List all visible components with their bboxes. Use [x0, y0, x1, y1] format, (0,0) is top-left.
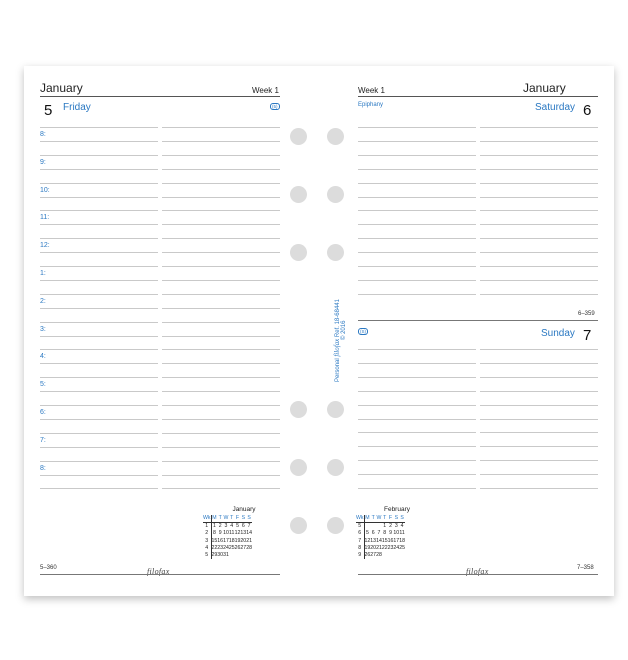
- calendar-day: 20: [370, 544, 377, 551]
- ruled-line: [40, 252, 158, 253]
- hour-label: 10:: [40, 186, 50, 194]
- calendar-header-cell: F: [388, 515, 393, 522]
- ruled-line: [40, 197, 158, 198]
- calendar-header-cell: T: [218, 515, 222, 522]
- ruled-line: [480, 432, 598, 433]
- calendar-day: 14: [376, 537, 382, 544]
- punch-hole: [290, 128, 307, 145]
- ruled-line: [480, 141, 598, 142]
- ruled-line: [480, 266, 598, 267]
- ruled-line: [162, 294, 280, 295]
- calendar-day: 7: [247, 523, 251, 530]
- calendar-week-row: [203, 552, 252, 559]
- ruled-line: [162, 183, 280, 184]
- ruled-line: [480, 197, 598, 198]
- ruled-line: [358, 405, 476, 406]
- ruled-line: [40, 363, 158, 364]
- ruled-line: [480, 224, 598, 225]
- ruled-line: [162, 433, 280, 434]
- calendar-week-number: 5: [356, 523, 364, 531]
- left-day-name: Friday: [63, 102, 91, 113]
- spine-copyright: © 2016: [341, 320, 347, 340]
- calendar-day: 4: [400, 523, 404, 530]
- calendar-day: 12: [364, 537, 371, 544]
- hour-label: 12:: [40, 242, 50, 250]
- calendar-title: January: [232, 506, 256, 513]
- sunday-name: Sunday: [541, 328, 575, 339]
- ruled-line: [162, 488, 280, 489]
- ruled-line: [162, 280, 280, 281]
- calendar-day: 19: [234, 537, 241, 544]
- calendar-header-cell: W: [223, 515, 229, 522]
- calendar-week-number: 6: [356, 530, 364, 537]
- calendar-header-cell: S: [247, 515, 251, 522]
- ruled-line: [480, 294, 598, 295]
- ruled-line: [480, 210, 598, 211]
- ruled-line: [358, 266, 476, 267]
- ruled-line: [162, 336, 280, 337]
- calendar-header-cell: Wk: [356, 515, 364, 522]
- calendar-header-cell: W: [376, 515, 382, 522]
- calendar-day: 23: [217, 544, 224, 551]
- calendar-week-number: 9: [356, 552, 364, 559]
- calendar-day: 18: [399, 537, 405, 544]
- punch-hole: [327, 244, 344, 261]
- ruled-line: [358, 377, 476, 378]
- saturday-footer-number: 6–359: [578, 311, 595, 317]
- calendar-week-row: [203, 530, 252, 537]
- ruled-line: [358, 155, 476, 156]
- calendar-week-number: 2: [203, 530, 211, 537]
- calendar-day: 28: [376, 552, 382, 559]
- ruled-line: [358, 141, 476, 142]
- ruled-line: [162, 210, 280, 211]
- calendar-day: 9: [218, 530, 222, 537]
- calendar-day: 3: [394, 523, 398, 530]
- calendar-header-cell: T: [230, 515, 234, 522]
- ruled-line: [480, 349, 598, 350]
- calendar-day: 28: [246, 544, 252, 551]
- calendar-day: 22: [381, 544, 388, 551]
- ruled-line: [40, 280, 158, 281]
- calendar-week-number: 8: [356, 545, 364, 552]
- ruled-line: [40, 377, 158, 378]
- right-week: Week 1: [358, 86, 385, 95]
- hour-label: 2:: [40, 297, 46, 305]
- hour-label: 9:: [40, 158, 46, 166]
- calendar-header-cell: S: [241, 515, 246, 522]
- ruled-line: [162, 252, 280, 253]
- left-footer-rule: [40, 574, 280, 575]
- ruled-line: [358, 363, 476, 364]
- calendar-day: 5: [236, 523, 239, 530]
- punch-hole: [327, 128, 344, 145]
- calendar-header-cell: S: [394, 515, 399, 522]
- ruled-line: [40, 391, 158, 392]
- saturday-sunday-divider: [358, 320, 598, 321]
- calendar-week-row: [356, 538, 405, 545]
- ruled-line: [162, 141, 280, 142]
- calendar-day: 31: [223, 552, 229, 559]
- left-header-rule: [40, 96, 280, 97]
- punch-hole: [290, 459, 307, 476]
- ruled-line: [358, 432, 476, 433]
- calendar-day: 2: [218, 523, 222, 530]
- left-day-number: 5: [44, 102, 53, 119]
- calendar-week-number: 4: [203, 545, 211, 552]
- calendar-day: 24: [223, 544, 229, 551]
- ruled-line: [40, 488, 158, 489]
- calendar-day: 11: [399, 530, 405, 537]
- punch-hole: [327, 459, 344, 476]
- ruled-line: [162, 238, 280, 239]
- ruled-line: [162, 391, 280, 392]
- saturday-name: Saturday: [535, 102, 576, 113]
- planner-sheet: [24, 66, 614, 596]
- ruled-line: [358, 183, 476, 184]
- calendar-header-row: [203, 515, 252, 523]
- calendar-day: 17: [223, 537, 229, 544]
- calendar-day: [399, 552, 405, 559]
- calendar-day: 10: [223, 530, 229, 537]
- calendar-week-row: [356, 545, 405, 552]
- ruled-line: [480, 460, 598, 461]
- calendar-day: 13: [370, 537, 377, 544]
- ruled-line: [358, 197, 476, 198]
- ruled-line: [162, 475, 280, 476]
- calendar-day: 22: [211, 544, 218, 551]
- calendar-grid: [203, 515, 252, 559]
- hour-label: 7:: [40, 436, 46, 444]
- calendar-day: 11: [229, 530, 235, 537]
- ruled-line: [40, 266, 158, 267]
- ruled-line: [40, 308, 158, 309]
- ruled-line: [40, 183, 158, 184]
- hour-label: 11:: [40, 214, 50, 222]
- ruled-line: [40, 127, 158, 128]
- ruled-line: [40, 336, 158, 337]
- ruled-line: [162, 197, 280, 198]
- ruled-line: [40, 294, 158, 295]
- ruled-line: [480, 280, 598, 281]
- saturday-number: 6: [583, 102, 592, 119]
- calendar-week-number: 3: [203, 538, 211, 545]
- calendar-day: 9: [389, 530, 392, 537]
- ruled-line: [358, 488, 476, 489]
- punch-hole: [290, 401, 307, 418]
- left-brand-logo: filofax: [147, 567, 170, 576]
- ruled-line: [480, 127, 598, 128]
- calendar-day: 25: [399, 544, 405, 551]
- punch-hole: [290, 186, 307, 203]
- calendar-day: 25: [228, 544, 235, 551]
- calendar-header-cell: T: [383, 515, 387, 522]
- hour-label: 6:: [40, 408, 46, 416]
- ruled-line: [358, 238, 476, 239]
- calendar-day: 27: [370, 552, 377, 559]
- calendar-header-cell: Wk: [203, 515, 211, 522]
- ruled-line: [358, 224, 476, 225]
- ruled-line: [358, 127, 476, 128]
- calendar-day: 14: [246, 530, 252, 537]
- ruled-line: [40, 141, 158, 142]
- calendar-day: 6: [371, 530, 375, 537]
- ruled-line: [480, 363, 598, 364]
- punch-hole: [327, 186, 344, 203]
- ruled-line: [162, 419, 280, 420]
- calendar-day: 29: [211, 552, 218, 559]
- calendar-header-cell: M: [365, 515, 370, 522]
- ruled-line: [40, 447, 158, 448]
- calendar-day: 21: [246, 537, 252, 544]
- spine-personal: Personal: [335, 358, 341, 382]
- calendar-header-cell: S: [400, 515, 404, 522]
- calendar-day: 24: [393, 544, 400, 551]
- calendar-week-number: 5: [203, 552, 211, 559]
- ruled-line: [480, 488, 598, 489]
- calendar-header-cell: M: [212, 515, 217, 522]
- spine-brand: filofax: [333, 338, 341, 357]
- calendar-day: 8: [383, 530, 387, 537]
- ruled-line: [480, 419, 598, 420]
- calendar-day: 4: [230, 523, 234, 530]
- ruled-line: [358, 474, 476, 475]
- calendar-week-number: 7: [356, 538, 364, 545]
- ruled-line: [162, 377, 280, 378]
- ruled-line: [480, 252, 598, 253]
- calendar-day: 16: [387, 537, 394, 544]
- ruled-line: [358, 446, 476, 447]
- calendar-week-row: [356, 523, 405, 531]
- holiday-note: Epiphany: [358, 102, 384, 108]
- ruled-line: [358, 349, 476, 350]
- ruled-line: [480, 169, 598, 170]
- ruled-line: [162, 349, 280, 350]
- ruled-line: [480, 183, 598, 184]
- calendar-week-row: [203, 538, 252, 545]
- calendar-day: 30: [217, 552, 224, 559]
- calendar-day: 23: [387, 544, 394, 551]
- calendar-header-cell: T: [371, 515, 375, 522]
- calendar-day: 5: [365, 530, 369, 537]
- calendar-day: 27: [240, 544, 247, 551]
- ruled-line: [162, 461, 280, 462]
- calendar-day: 21: [376, 544, 382, 551]
- calendar-day: 17: [393, 537, 400, 544]
- ruled-line: [358, 210, 476, 211]
- ruled-line: [40, 475, 158, 476]
- ruled-line: [40, 169, 158, 170]
- ruled-line: [358, 391, 476, 392]
- calendar-week-row: [203, 523, 252, 531]
- calendar-day: 3: [224, 523, 228, 530]
- spine-text-line2: [341, 321, 347, 340]
- hour-label: 1:: [40, 269, 46, 277]
- ruled-line: [40, 349, 158, 350]
- calendar-day: 8: [212, 530, 216, 537]
- calendar-day: 20: [240, 537, 247, 544]
- calendar-header-row: [356, 515, 405, 523]
- left-month: January: [40, 81, 83, 95]
- ruled-line: [358, 460, 476, 461]
- ruled-line: [480, 446, 598, 447]
- ruled-line: [40, 419, 158, 420]
- right-footer-number: 7–358: [577, 565, 594, 571]
- left-footer-number: 5–360: [40, 565, 57, 571]
- ruled-line: [162, 224, 280, 225]
- calendar-day: 15: [381, 537, 388, 544]
- calendar-week-row: [203, 545, 252, 552]
- ruled-line: [162, 169, 280, 170]
- ruled-line: [480, 405, 598, 406]
- calendar-day: 12: [234, 530, 241, 537]
- right-month: January: [523, 81, 566, 95]
- ruled-line: [40, 433, 158, 434]
- ruled-line: [162, 155, 280, 156]
- ruled-line: [40, 461, 158, 462]
- right-footer-rule: [358, 574, 598, 575]
- ruled-line: [480, 474, 598, 475]
- hour-label: 3:: [40, 325, 46, 333]
- punch-hole: [327, 401, 344, 418]
- calendar-header-cell: F: [235, 515, 240, 522]
- spine-text-line1: [333, 299, 341, 382]
- hour-label: 8:: [40, 130, 46, 138]
- calendar-day: 6: [241, 523, 245, 530]
- ruled-line: [480, 238, 598, 239]
- ruled-line: [40, 322, 158, 323]
- calendar-day: 1: [212, 523, 216, 530]
- right-header-rule: [358, 96, 598, 97]
- punch-hole: [327, 517, 344, 534]
- calendar-day: [246, 552, 252, 559]
- ruled-line: [40, 155, 158, 156]
- calendar-week-row: [356, 552, 405, 559]
- ruled-line: [358, 169, 476, 170]
- sunday-badge: (S): [360, 329, 366, 334]
- ruled-line: [162, 127, 280, 128]
- left-badge: (5): [272, 104, 278, 109]
- calendar-day: 7: [377, 530, 381, 537]
- hour-label: 8:: [40, 464, 46, 472]
- calendar-title: February: [383, 506, 410, 513]
- ruled-line: [162, 322, 280, 323]
- calendar-day: 13: [240, 530, 247, 537]
- ruled-line: [358, 419, 476, 420]
- ruled-line: [40, 238, 158, 239]
- ruled-line: [40, 405, 158, 406]
- spine-ref: Ref. 18-68441: [335, 299, 341, 338]
- ruled-line: [480, 377, 598, 378]
- ruled-line: [480, 155, 598, 156]
- ruled-line: [358, 280, 476, 281]
- right-brand-logo: filofax: [466, 567, 489, 576]
- calendar-day: 16: [217, 537, 224, 544]
- sunday-number: 7: [583, 327, 592, 344]
- calendar-day: 18: [228, 537, 235, 544]
- calendar-day: 15: [211, 537, 218, 544]
- calendar-day: 1: [383, 523, 387, 530]
- calendar-grid: [356, 515, 405, 559]
- ruled-line: [358, 252, 476, 253]
- ruled-line: [40, 224, 158, 225]
- calendar-day: 2: [389, 523, 392, 530]
- hour-label: 5:: [40, 381, 46, 389]
- calendar-week-row: [356, 530, 405, 537]
- calendar-day: 26: [364, 552, 371, 559]
- ruled-line: [162, 308, 280, 309]
- left-week: Week 1: [252, 86, 279, 95]
- punch-hole: [290, 244, 307, 261]
- ruled-line: [480, 391, 598, 392]
- ruled-line: [162, 363, 280, 364]
- ruled-line: [162, 405, 280, 406]
- calendar-day: 10: [393, 530, 400, 537]
- calendar-day: 19: [364, 544, 371, 551]
- ruled-line: [358, 294, 476, 295]
- calendar-day: 26: [234, 544, 241, 551]
- punch-hole: [290, 517, 307, 534]
- calendar-week-number: 1: [203, 523, 211, 531]
- ruled-line: [162, 266, 280, 267]
- ruled-line: [40, 210, 158, 211]
- hour-label: 4:: [40, 353, 46, 361]
- ruled-line: [162, 447, 280, 448]
